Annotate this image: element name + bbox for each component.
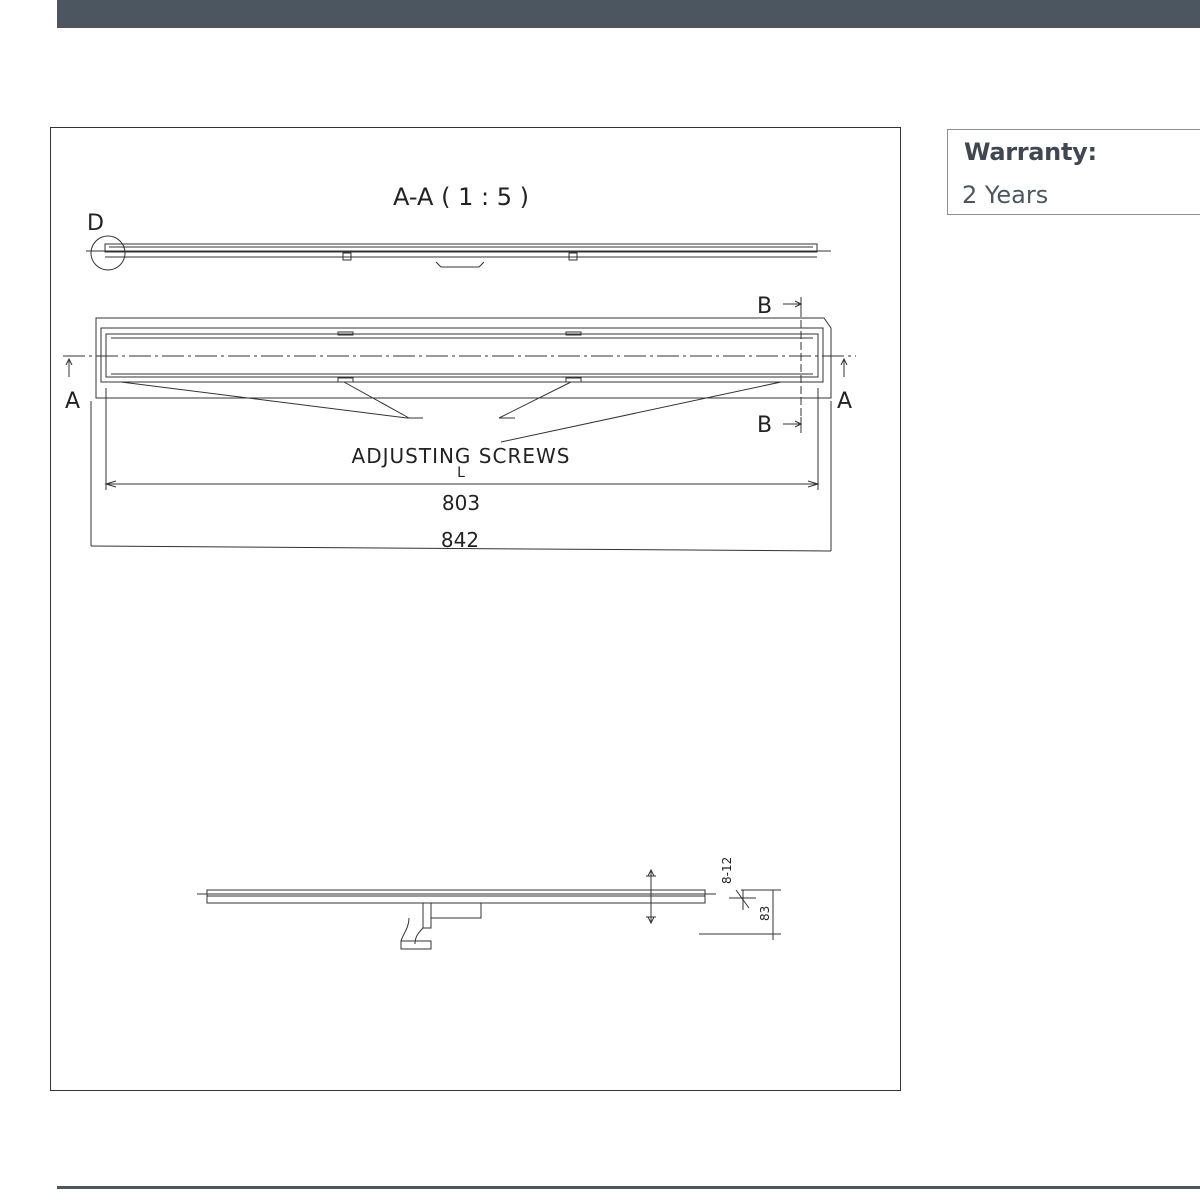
drain-height-dimension: 83: [758, 905, 772, 921]
section-marker-b-top: B: [757, 294, 773, 319]
section-title: A-A ( 1 : 5 ): [393, 183, 529, 211]
adjusting-screws-callout: ADJUSTING SCREWS: [351, 444, 571, 468]
inner-length-dimension: 803: [441, 491, 481, 515]
installation-view: [197, 870, 781, 949]
length-symbol: L: [457, 465, 465, 481]
detail-label: D: [87, 211, 104, 236]
footer-rule: [57, 1186, 1200, 1189]
warranty-label: Warranty:: [964, 138, 1097, 166]
technical-drawing-panel: [50, 127, 901, 1091]
header-bar: [57, 0, 1200, 28]
tile-thickness-dimension: 8-12: [720, 856, 734, 884]
outer-length-dimension: 842: [440, 528, 480, 552]
section-marker-a-left: A: [65, 389, 81, 414]
section-marker-b-bottom: B: [757, 413, 773, 438]
warranty-value: 2 Years: [962, 181, 1049, 209]
warranty-box: [947, 129, 1200, 215]
section-view: [86, 236, 831, 270]
detail-d-circle: [91, 236, 125, 270]
technical-drawing: [51, 128, 902, 1092]
section-marker-a-right: A: [837, 389, 853, 414]
